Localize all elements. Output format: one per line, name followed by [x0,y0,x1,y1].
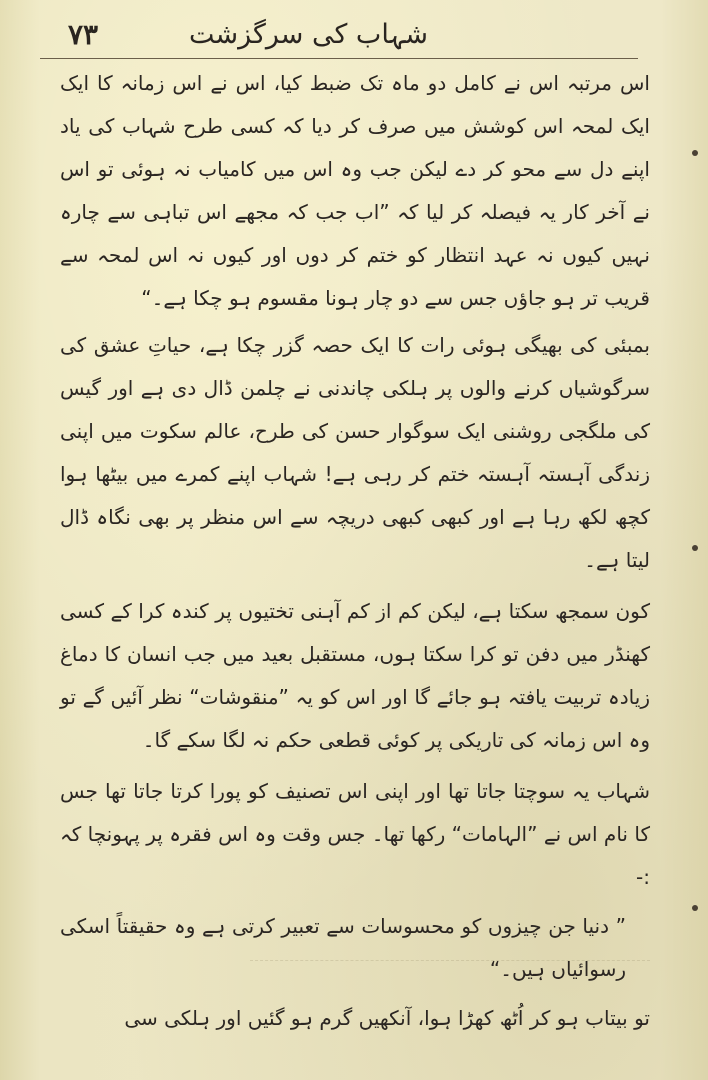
binding-dot [692,905,698,911]
page-header [40,10,638,59]
bleed-through-shadow [250,960,650,1001]
quoted-paragraph: ” دنیا جن چیزوں کو محسوسات سے تعبیر کرتی ہے وہ حقیقتاً اسکی رسوائیاں ہیں۔“ [60,914,626,981]
binding-dot [692,545,698,551]
paragraph-1: اس مرتبہ اس نے کامل دو ماہ تک ضبط کیا، اس نے اس زمانہ کا ایک ایک لمحہ اس کوشش میں صرف کر دیا کہ کسی طرح شہاب کی یاد اپنے دل سے محو کر دے لیکن جب وہ اس میں کامیاب نہ ہوئی تو اس نے آخر کار یہ فیصلہ کر لیا کہ ”اب جب کہ مجھے اس تباہی سے چارہ نہیں کیوں نہ عہد انتظار کو ختم کر دوں اور کیوں نہ اس لمحہ سے قریب تر ہو جاؤں جس سے دو چار ہونا مقسوم ہو چکا ہے۔“ [60,71,650,310]
paragraph-4: شہاب یہ سوچتا جاتا تھا اور اپنی اس تصنیف کو پورا کرتا جاتا تھا جس کا نام اس نے ”الہامات“ رکھا تھا۔ جس وقت وہ اس فقرہ پر پہونچا کہ :- [60,779,650,889]
binding-dot [692,150,698,156]
page-number: ٧٣ [68,17,99,51]
running-title: شہاب کی سرگزشت [188,18,428,50]
paragraph-2: بمبئی کی بھیگی ہوئی رات کا ایک حصہ گزر چکا ہے، حیاتِ عشق کی سرگوشیاں کرنے والوں پر ہلکی چاندنی نے چلمن ڈال دی ہے اور گیس کی ملگجی روشنی ایک سوگوار حسن کی طرح، عالم سکوت میں اپنی زندگی آہستہ آہستہ ختم کر رہی ہے! شہاب اپنے کمرے میں بیٹھا ہوا کچھ لکھ رہا ہے اور کبھی کبھی دریچہ سے اس منظر پر بھی نگاہ ڈال لیتا ہے۔ [60,333,650,572]
body-text [60,62,650,1042]
paragraph-3: کون سمجھ سکتا ہے، لیکن کم از کم آہنی تختیوں پر کندہ کرا کے کسی کھنڈر میں دفن تو کرا سکتا ہوں، مستقبل بعید میں جب انسان کا دماغ زیادہ تربیت یافتہ ہو جائے گا اور اس کو یہ ”منقوشات“ نظر آئیں گے تو وہ اس زمانہ کی تاریکی پر کوئی قطعی حکم نہ لگا سکے گا۔ [60,599,650,752]
paragraph-last: تو بیتاب ہو کر اُٹھ کھڑا ہوا، آنکھیں گرم ہو گئیں اور ہلکی سی [124,1006,650,1030]
